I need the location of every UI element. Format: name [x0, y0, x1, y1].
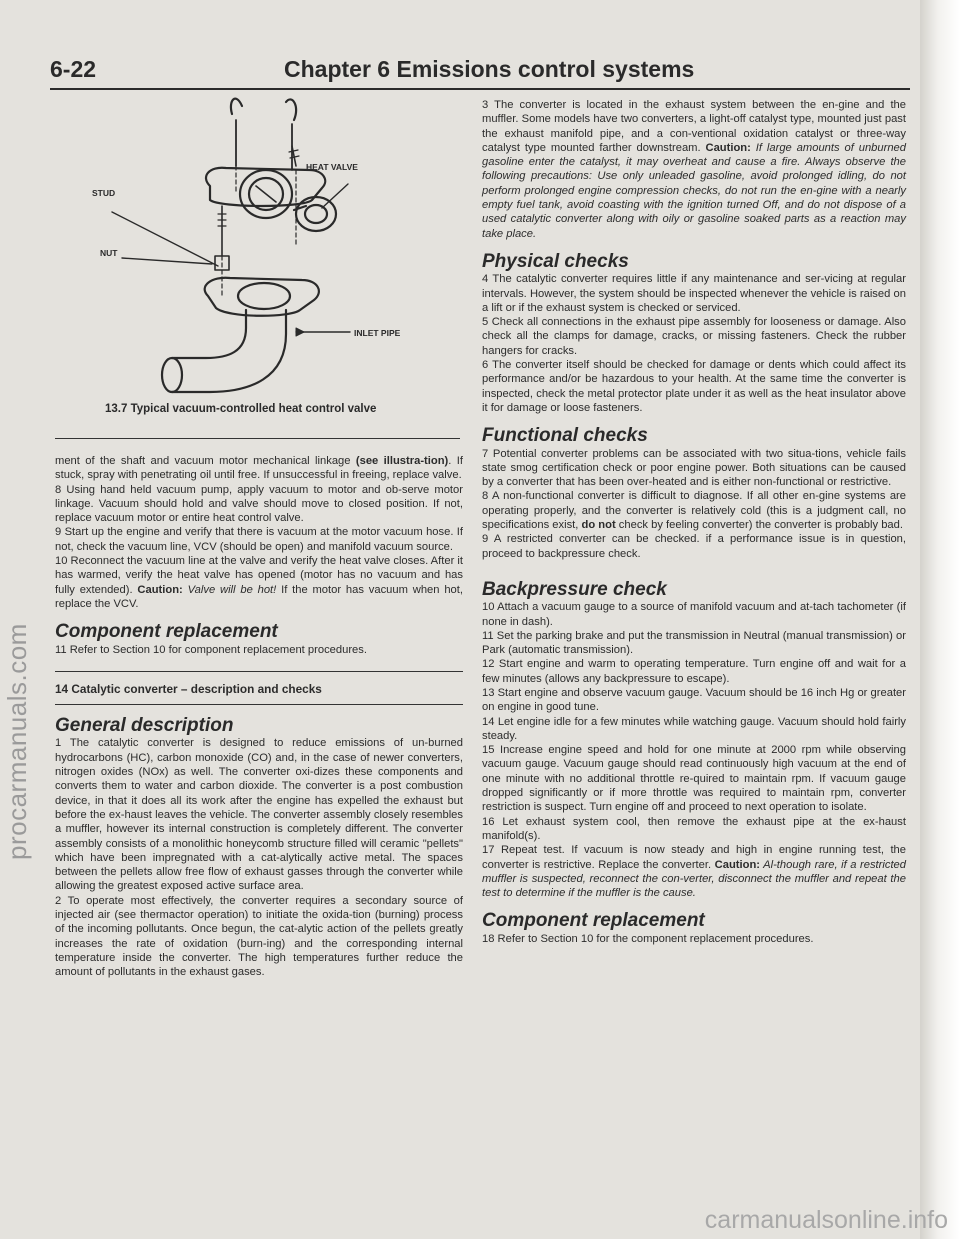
heading-component-replacement-right: Component replacement	[482, 910, 705, 932]
paragraph-general-1: 1 The catalytic converter is designed to reduce emissions of un-burned hydrocarbons (HC), carbon monoxide (CO) and, in the case of newer converters, nitrogen oxides (NOx) as well. The converter oxi-dizes these components and converts them to water and carbon dioxide. The converter is a post combustion device, in that it does all its work after the engine has expelled the exhaust but before the ex-haust leaves the vehicle. The converter assembly closely resembles a muffler, however its internal construction is completely different. The converter assembly consists of a monolithic honeycomb structure filled will ceramic "pellets" which have been impregnated with a cat-alytically active metal. The spaces between the pellets allow free flow of exhaust gasses through the converter while allowing the greatest exposed active surface area.	[55, 737, 463, 893]
right-column	[482, 98, 906, 946]
paragraph-5: 5 Check all connections in the exhaust pipe assembly for looseness or damage. Also check all the clamps for damage, cracks, or missing fasteners. Check the rubber hangers for cracks.	[482, 316, 906, 357]
section-14-title: 14 Catalytic converter – description and checks	[55, 671, 463, 705]
heading-physical-checks: Physical checks	[482, 250, 629, 272]
paragraph-8-right: 8 A non-functional converter is difficult to diagnose. If all other en-gine systems are operating properly, and the converter is relatively cold (this is a judgment call, no specifications exist, do not check by feeling converter) the converter is probably bad.	[482, 490, 906, 532]
paragraph-15: 15 Increase engine speed and hold for one minute at 2000 rpm while observing vacuum gauge. Vacuum gauge should read continuously high vacuum at the end of one minute with no additional throttle re-quired to maintain rpm. If vacuum gauge dropped significantly or if more throttle was required to maintain rpm, converter restriction is suspect. Turn engine off and proceed to next operation to isolate.	[482, 744, 906, 814]
label-heat-valve: HEAT VALVE	[306, 162, 358, 172]
label-stud: STUD	[92, 188, 116, 198]
paragraph-3: 3 The converter is located in the exhaust system between the en-gine and the muffler. Some models have two converters, a light-off catalyst type, mounted just past the exhaust manifold pipe, and a con-ventional oxidation catalyst or three-way catalyst type mounted farther downstream. Caution: If large amounts of unburned gasoline enter the catalyst, it may overheat and cause a fire. Always observe the following precautions: Use only unleaded gasoline, avoid prolonged idling, do not perform prolonged engine compression checks, do not run the en-gine with a nearly empty fuel tank, avoid coasting with the ignition turned Off, and do not dispose of a used catalytic converter along with oily or gasoline soaked parts as a reaction may take place.	[482, 99, 906, 240]
heading-component-replacement: Component replacement	[55, 621, 278, 643]
paragraph-14: 14 Let engine idle for a few minutes while watching gauge. Vacuum should hold fairly steady.	[482, 715, 906, 742]
heading-functional-checks: Functional checks	[482, 425, 648, 447]
page-edge-shadow	[920, 0, 960, 1239]
left-column	[55, 454, 463, 980]
paragraph-9-right: 9 A restricted converter can be checked. if a performance issue is in question, proceed to backpressure check.	[482, 533, 906, 560]
watermark-carmanualsonline: carmanualsonline.info	[704, 1206, 948, 1234]
paragraph-10: 10 Reconnect the vacuum line at the valve and verify the heat valve closes. After it has warmed, verify the heat valve has opened (motor has no vacuum and has fully extended). Caution: Valve will be hot! If the motor has vacuum when hot, replace the VCV.	[55, 555, 463, 610]
figure-divider	[55, 438, 460, 439]
paragraph-general-2: 2 To operate most effectively, the converter requires a secondary source of injected air (see thermactor operation) to initiate the oxida-tion (burning) process of the incoming pollutants. Once begun, the cat-alytic action of the pellets greatly increases the rate of oxidation (burn-ing) and the corresponding internal temperature inside the converter. The high temperatures further reduce the amount of pollutants in the exhaust gases.	[55, 894, 463, 979]
page-header	[50, 52, 910, 90]
label-inlet-pipe: INLET PIPE	[354, 328, 401, 338]
page-number: 6-22	[50, 56, 97, 82]
paragraph-8: 8 Using hand held vacuum pump, apply vacuum to motor and ob-serve motor linkage. Vacuum should hold and valve should move to closed position. If not, replace vacuum motor or entire heat control valve.	[55, 483, 463, 525]
paragraph-9: 9 Start up the engine and verify that there is vacuum at the motor vacuum hose. If not, check the vacuum line, VCV (should be open) and manifold vacuum source.	[55, 526, 463, 553]
paragraph-7-continued: ment of the shaft and vacuum motor mechanical linkage (see illustra-tion). If stuck, spray with penetrating oil until free. If unsuccessful in freeing, replace valve.	[55, 455, 463, 482]
label-nut: NUT	[100, 248, 118, 258]
paragraph-12: 12 Start engine and warm to operating temperature. Turn engine off and wait for a few minutes (allows any backpressure to escape).	[482, 658, 906, 685]
paragraph-17: 17 Repeat test. If vacuum is now steady and high in engine running test, the converter is restrictive. Replace the converter. Caution: Al-though rare, if a restricted muffler is suspected, reconnect the con-verter, disconnect the muffler and repeat the test to determine if the muffler is the cause.	[482, 844, 907, 900]
paragraph-11-right: 11 Set the parking brake and put the transmission in Neutral (manual transmission) or Park (automatic transmission).	[482, 629, 906, 657]
paragraph-7: 7 Potential converter problems can be associated with two situa-tions, vehicle fails state smog certification check or poor engine power. Both situations can be caused by a converter that has been over-heated and is either non-functional or restrictive.	[482, 447, 906, 489]
heading-backpressure-check: Backpressure check	[482, 578, 667, 600]
figure-heat-control-valve	[60, 96, 460, 426]
chapter-title: Chapter 6 Emissions control systems	[284, 56, 695, 82]
figure-caption: 13.7 Typical vacuum-controlled heat control valve	[105, 403, 377, 415]
watermark-procarmanuals: procarmanuals.com	[2, 623, 32, 860]
paragraph-6: 6 The converter itself should be checked for damage or dents which could affect its performance and/or be hazardous to your health. At the same time the converter is inspected, check the metal protector plate under it as well as the heat insulator above it for damage or loose fasteners.	[482, 359, 906, 414]
heading-general-description: General description	[55, 715, 234, 737]
paragraph-18: 18 Refer to Section 10 for the component replacement procedures.	[482, 932, 814, 945]
paragraph-11: 11 Refer to Section 10 for component replacement procedures.	[55, 643, 367, 656]
paragraph-16: 16 Let exhaust system cool, then remove the exhaust pipe at the ex-haust manifold(s).	[482, 815, 906, 842]
paragraph-10-right: 10 Attach a vacuum gauge to a source of manifold vacuum and at-tach tachometer (if none in dash).	[482, 601, 906, 628]
paragraph-13: 13 Start engine and observe vacuum gauge. Vacuum should be 16 inch Hg or greater on engine in good tune.	[482, 686, 906, 714]
heat-valve-illustration	[60, 96, 460, 396]
paragraph-4: 4 The catalytic converter requires little if any maintenance and ser-vicing at regular intervals. However, the system should be inspected whenever the vehicle is raised on a lift or if the exhaust system is checked or serviced.	[482, 273, 906, 314]
